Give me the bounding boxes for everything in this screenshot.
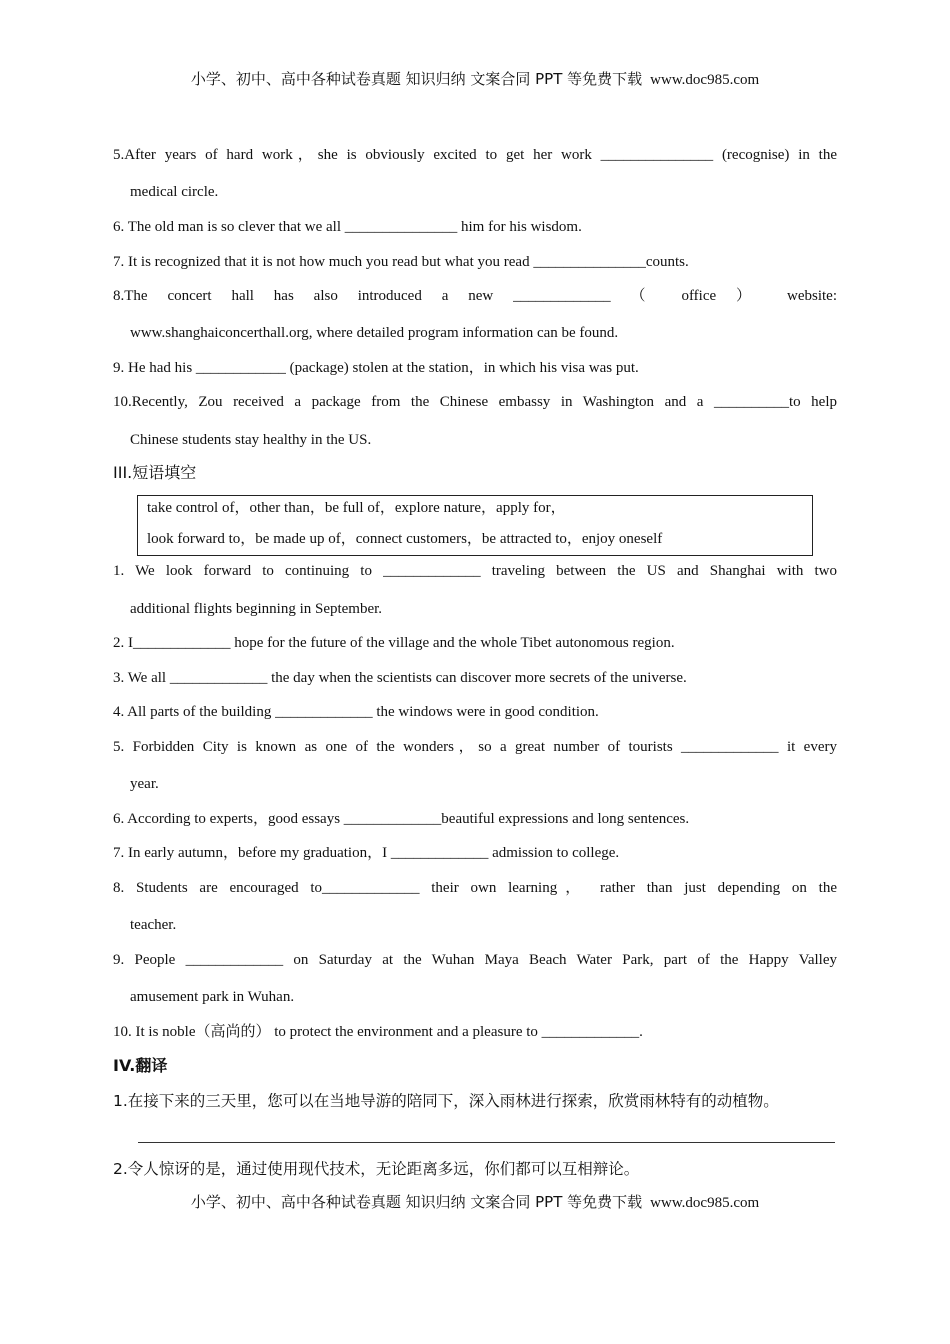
- s2-q7: 7. It is recognized that it is not how much you read but what you read _______________counts.: [113, 254, 689, 270]
- footer-url[interactable]: www.doc985.com: [650, 1195, 760, 1211]
- s4-q1: 1.在接下来的三天里，您可以在当地导游的陪同下，深入雨林进行探索，欣赏雨林特有的动植物。: [113, 1092, 779, 1110]
- header-text: 小学、初中、高中各种试卷真题 知识归纳 文案合同 PPT 等免费下载: [190, 70, 643, 88]
- phrase-bank-row1: take control of，other than，be full of，explore nature，apply for，: [147, 500, 566, 516]
- s2-q5-line1: 5.After years of hard work，she is obviously excited to get her work _______________ (recognise) in the: [113, 147, 837, 163]
- s3-q9-line2: amusement park in Wuhan.: [130, 989, 295, 1005]
- s3-q1-line1: 1. We look forward to continuing to _____________ traveling between the US and Shanghai with two: [113, 563, 837, 579]
- s4-q2: 2.令人惊讶的是，通过使用现代技术，无论距离多远，你们都可以互相辩论。: [113, 1160, 640, 1178]
- s2-q6: 6. The old man is so clever that we all _______________ him for his wisdom.: [113, 219, 582, 235]
- section4-title: IV.翻译: [113, 1056, 168, 1075]
- s2-q10-line2: Chinese students stay healthy in the US.: [130, 432, 372, 448]
- s2-q10-line1: 10.Recently, Zou received a package from the Chinese embassy in Washington and a __________to help: [113, 394, 837, 410]
- phrase-bank-box: [137, 495, 813, 556]
- s2-q9: 9. He had his ____________ (package) stolen at the station，in which his visa was put.: [113, 360, 639, 376]
- s2-q8-line2: www.shanghaiconcerthall.org, where detailed program information can be found.: [130, 325, 619, 341]
- header-url[interactable]: www.doc985.com: [650, 72, 760, 88]
- s3-q5-line2: year.: [130, 776, 159, 792]
- section3-title: III.短语填空: [113, 463, 197, 482]
- s3-q7: 7. In early autumn，before my graduation，I _____________ admission to college.: [113, 845, 620, 861]
- page-header: [0, 68, 950, 89]
- s3-q8-line2: teacher.: [130, 917, 177, 933]
- s3-q3: 3. We all _____________ the day when the scientists can discover more secrets of the universe.: [113, 670, 687, 686]
- s3-q8-line1: 8. Students are encouraged to_____________ their own learning， rather than just depending on the: [113, 880, 837, 896]
- page-footer: [0, 1191, 950, 1212]
- s3-q1-line2: additional flights beginning in September.: [130, 601, 383, 617]
- s3-q5-line1: 5. Forbidden City is known as one of the wonders，so a great number of tourists _____________ it every: [113, 739, 837, 755]
- s3-q10: 10. It is noble（高尚的） to protect the environment and a pleasure to _____________.: [113, 1024, 643, 1040]
- s3-q2: 2. I_____________ hope for the future of the village and the whole Tibet autonomous region.: [113, 635, 675, 651]
- s2-q5-line2: medical circle.: [130, 184, 219, 200]
- s3-q4: 4. All parts of the building _____________ the windows were in good condition.: [113, 704, 599, 720]
- s4-q1-answer-line: [138, 1142, 835, 1143]
- s3-q6: 6. According to experts，good essays _____________beautiful expressions and long sentences.: [113, 811, 690, 827]
- footer-text: 小学、初中、高中各种试卷真题 知识归纳 文案合同 PPT 等免费下载: [190, 1193, 643, 1211]
- s3-q9-line1: 9. People _____________ on Saturday at the Wuhan Maya Beach Water Park, part of the Happy Valley: [113, 952, 837, 968]
- phrase-bank-row2: look forward to，be made up of，connect customers，be attracted to，enjoy oneself: [147, 531, 663, 547]
- s2-q8-line1: 8.The concert hall has also introduced a new _____________ （ office ） website:: [113, 288, 837, 304]
